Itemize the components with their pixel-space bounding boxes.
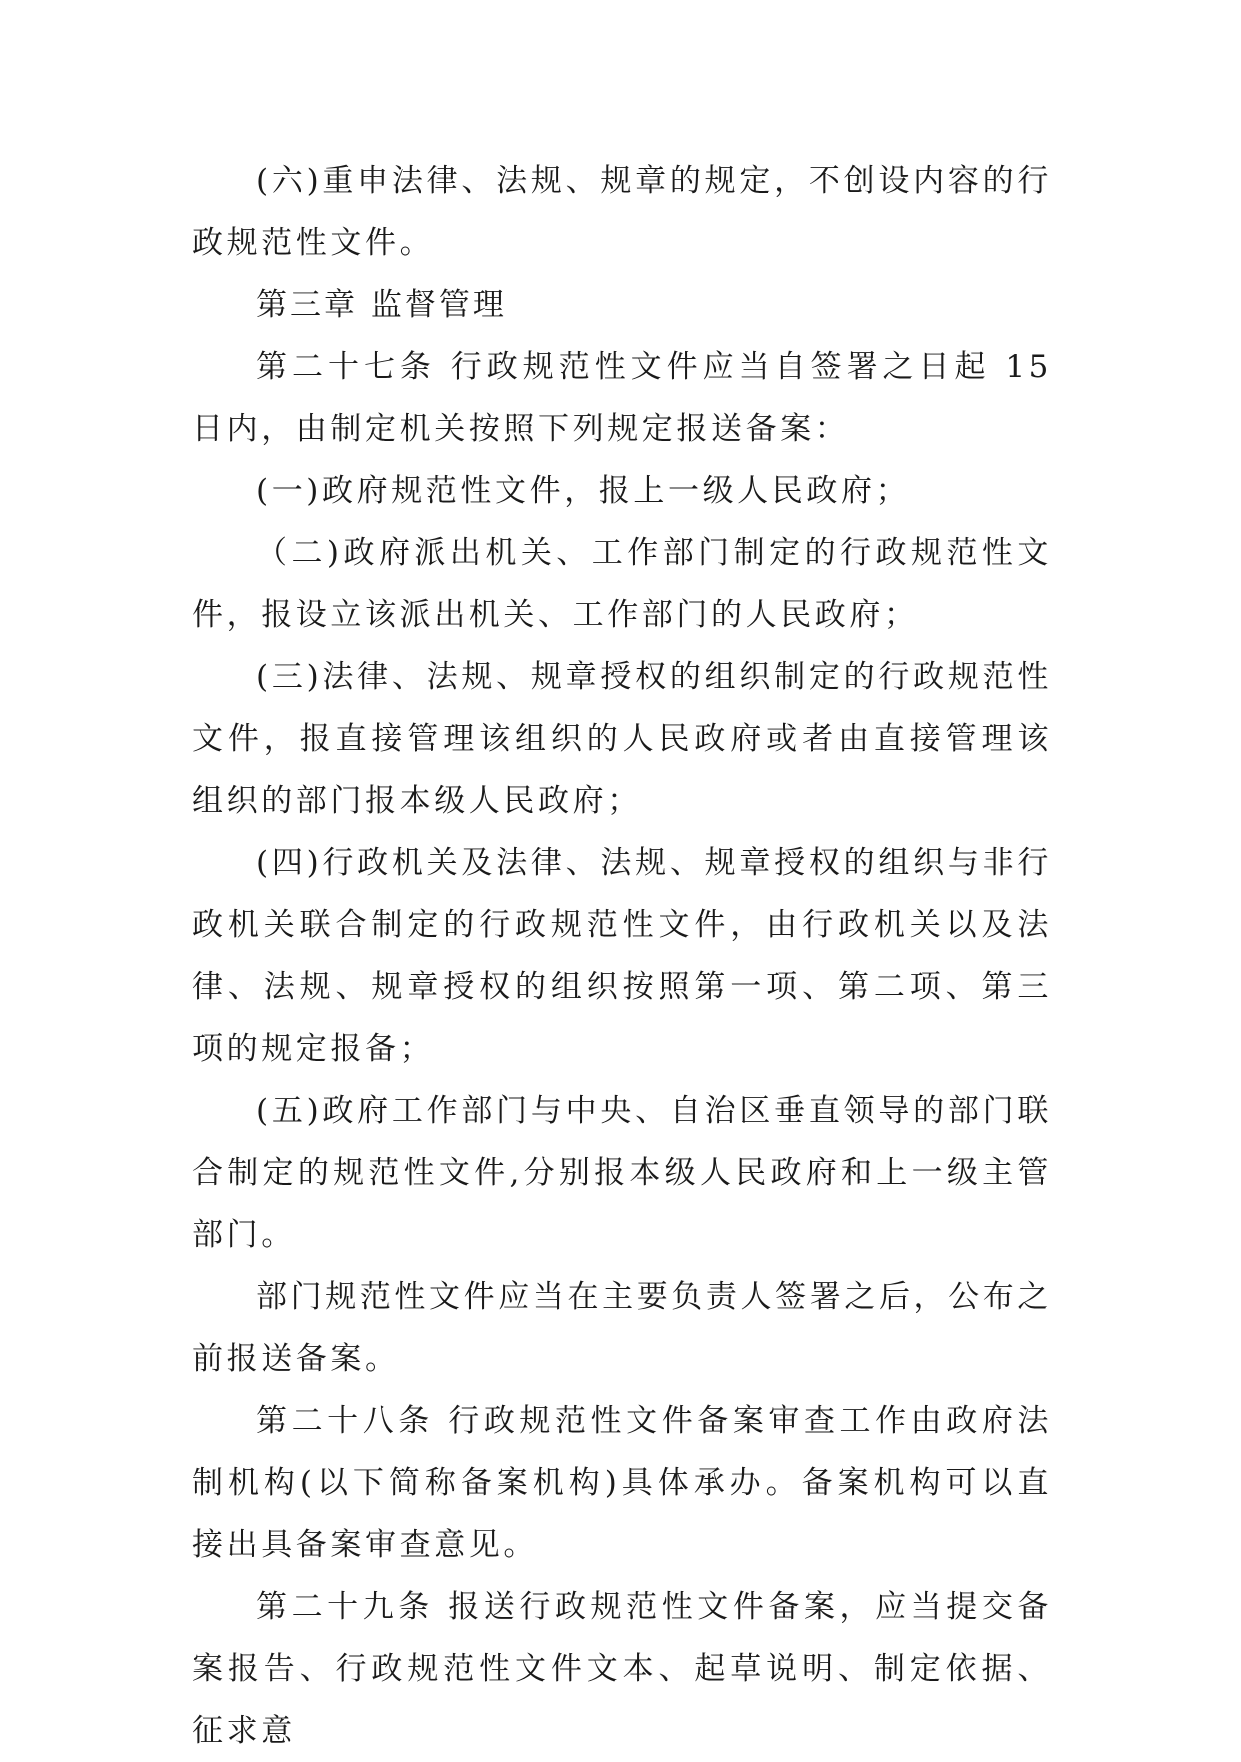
paragraph-item-6: (六)重申法律、法规、规章的规定，不创设内容的行政规范性文件。 bbox=[192, 163, 1052, 261]
article-27: 第二十七条 行政规范性文件应当自签署之日起 15 日内，由制定机关按照下列规定报送备案： bbox=[192, 349, 1052, 447]
article-27-item-1: (一)政府规范性文件，报上一级人民政府； bbox=[256, 473, 911, 509]
chapter-heading: 第三章 监督管理 bbox=[256, 287, 507, 323]
article-29: 第二十九条 报送行政规范性文件备案，应当提交备案报告、行政规范性文件文本、起草说明、制定依据、征求意 bbox=[192, 1589, 1052, 1749]
department-filing-paragraph: 部门规范性文件应当在主要负责人签署之后，公布之前报送备案。 bbox=[192, 1279, 1052, 1377]
article-27-item-2: （二)政府派出机关、工作部门制定的行政规范性文件，报设立该派出机关、工作部门的人民政府； bbox=[192, 535, 1052, 633]
document-body bbox=[192, 150, 1052, 1762]
article-28: 第二十八条 行政规范性文件备案审查工作由政府法制机构(以下简称备案机构)具体承办。备案机构可以直接出具备案审查意见。 bbox=[192, 1403, 1052, 1563]
article-27-item-4: (四)行政机关及法律、法规、规章授权的组织与非行政机关联合制定的行政规范性文件，由行政机关以及法律、法规、规章授权的组织按照第一项、第二项、第三项的规定报备； bbox=[192, 845, 1052, 1067]
article-27-item-3: (三)法律、法规、规章授权的组织制定的行政规范性文件，报直接管理该组织的人民政府或者由直接管理该组织的部门报本级人民政府； bbox=[192, 659, 1052, 819]
article-27-item-5: (五)政府工作部门与中央、自治区垂直领导的部门联合制定的规范性文件,分别报本级人民政府和上一级主管部门。 bbox=[192, 1093, 1052, 1253]
